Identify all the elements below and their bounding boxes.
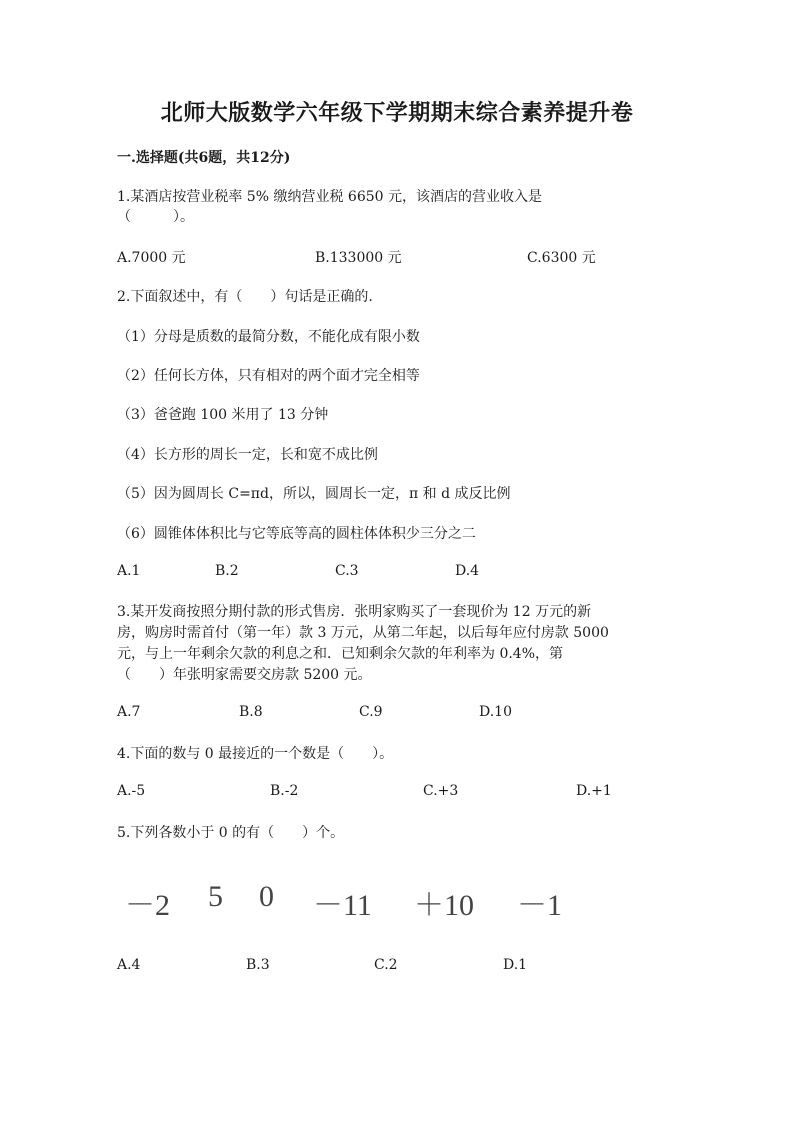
question-4-option-b: B.-2 [270, 783, 299, 799]
section-heading: 一.选择题(共6题，共12分) [117, 150, 291, 166]
question-2-statement-3: （3）爸爸跑 100 米用了 13 分钟 [117, 407, 329, 423]
question-4-option-a: A.-5 [117, 783, 146, 799]
question-3-option-a: A.7 [117, 704, 141, 720]
page-title: 北师大版数学六年级下学期期末综合素养提升卷 [160, 100, 634, 126]
question-5-option-a: A.4 [117, 957, 141, 973]
question-3-option-c: C.9 [359, 704, 383, 720]
question-2-option-d: D.4 [455, 563, 480, 579]
question-2-option-a: A.1 [117, 563, 141, 579]
question-2-statement-1: （1）分母是质数的最简分数，不能化成有限小数 [117, 329, 420, 345]
number-item: －2 [125, 889, 170, 922]
question-4-stem: 4.下面的数与 0 最接近的一个数是（ ）。 [117, 746, 394, 762]
question-5-option-c: C.2 [374, 957, 398, 973]
question-3-line-1: 3.某开发商按照分期付款的形式售房．张明家购买了一套现价为 12 万元的新 [117, 604, 592, 620]
question-3-line-3: 元，与上一年剩余欠款的利息之和．已知剩余欠款的年利率为 0.4%，第 [117, 646, 564, 662]
question-2-option-b: B.2 [215, 563, 239, 579]
number-item: 5 [208, 880, 223, 913]
question-4-option-d: D.+1 [576, 783, 612, 799]
question-2-statement-6: （6）圆锥体体积比与它等底等高的圆柱体体积少三分之二 [117, 526, 476, 542]
question-3-line-4: （ ）年张明家需要交房款 5200 元。 [117, 667, 372, 683]
question-1-stem: 1.某酒店按营业税率 5% 缴纳营业税 6650 元，该酒店的营业收入是 [117, 189, 542, 205]
question-1-option-c: C.6300 元 [527, 250, 596, 266]
question-3-option-d: D.10 [479, 704, 512, 720]
number-item: －1 [517, 889, 562, 922]
question-4-option-c: C.+3 [423, 783, 459, 799]
number-item: －11 [313, 889, 372, 922]
question-1-option-a: A.7000 元 [117, 250, 186, 266]
number-item: 0 [259, 880, 274, 913]
question-2-stem: 2.下面叙述中，有（ ）句话是正确的. [117, 289, 373, 305]
question-5-option-d: D.1 [503, 957, 528, 973]
question-2-statement-4: （4）长方形的周长一定，长和宽不成比例 [117, 447, 378, 463]
question-2-statement-5: （5）因为圆周长 C=πd，所以，圆周长一定，π 和 d 成反比例 [117, 486, 511, 502]
question-3-line-2: 房，购房时需首付（第一年）款 3 万元，从第二年起，以后每年应付房款 5000 [117, 625, 609, 641]
question-1-option-b: B.133000 元 [315, 250, 402, 266]
question-3-option-b: B.8 [239, 704, 263, 720]
question-1-blank: （ ）。 [117, 209, 194, 225]
question-2-option-c: C.3 [335, 563, 359, 579]
question-5-stem: 5.下列各数小于 0 的有（ ）个。 [117, 825, 345, 841]
question-2-statement-2: （2）任何长方体，只有相对的两个面才完全相等 [117, 368, 420, 384]
question-5-option-b: B.3 [246, 957, 270, 973]
number-item: ＋10 [414, 889, 474, 922]
